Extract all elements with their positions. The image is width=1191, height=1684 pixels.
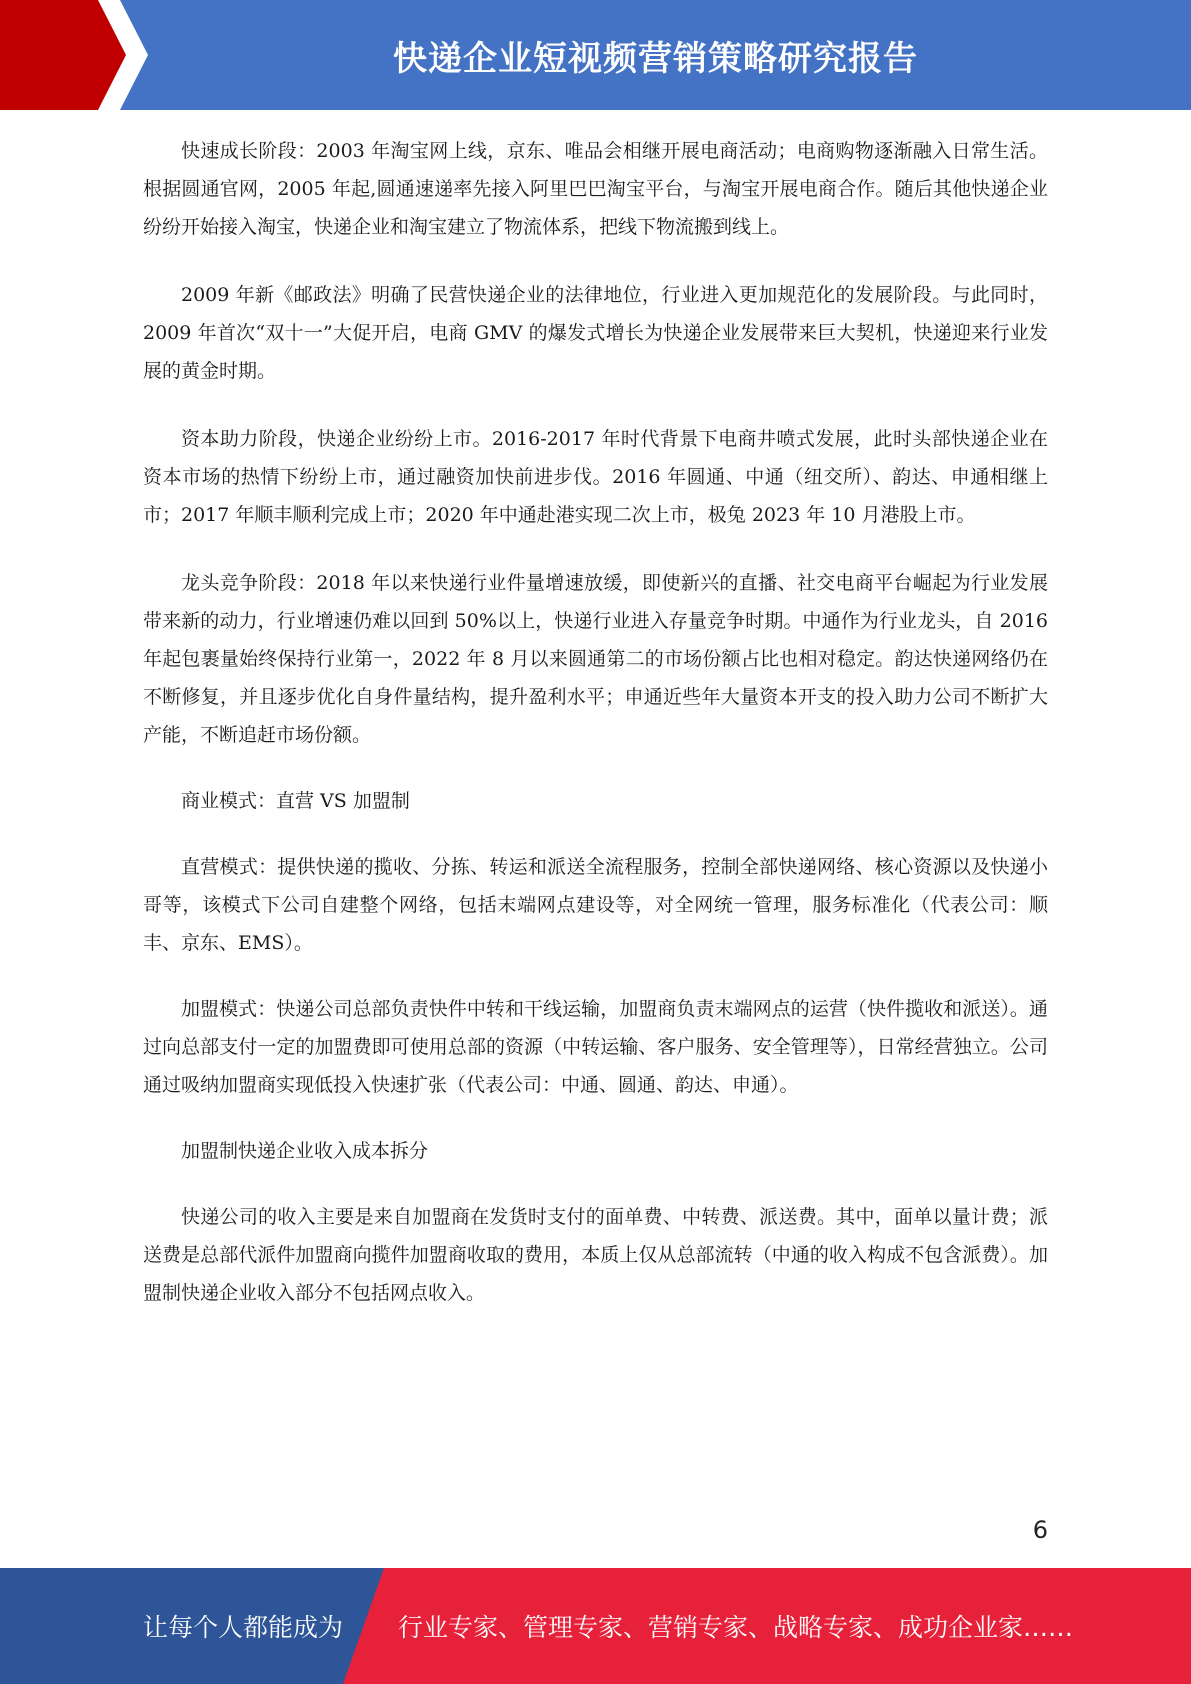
paragraph-direct-model: 直营模式：提供快递的揽收、分拣、转运和派送全流程服务，控制全部快递网络、核心资源以及快递小哥等，该模式下公司自建整个网络，包括末端网点建设等，对全网统一管理，服务标准化（代表公司：顺丰、京东、EMS）。	[143, 856, 1048, 954]
page-header	[0, 0, 1191, 110]
paragraph-franchise-model: 加盟模式：快递公司总部负责快件中转和干线运输，加盟商负责末端网点的运营（快件揽收和派送）。通过向总部支付一定的加盟费即可使用总部的资源（中转运输、客户服务、安全管理等），日常经营独立。公司通过吸纳加盟商实现低投入快速扩张（代表公司：中通、圆通、韵达、申通）。	[143, 998, 1048, 1096]
page-number: 6	[1032, 1516, 1048, 1544]
paragraph-revenue-sources: 快递公司的收入主要是来自加盟商在发货时支付的面单费、中转费、派送费。其中，面单以量计费；派送费是总部代派件加盟商向揽件加盟商收取的费用，本质上仅从总部流转（中通的收入构成不包含派费）。加盟制快递企业收入部分不包括网点收入。	[143, 1206, 1048, 1304]
heading-business-model: 商业模式：直营 VS 加盟制	[181, 790, 410, 812]
paragraph-leader-competition: 龙头竞争阶段：2018 年以来快递行业件量增速放缓，即使新兴的直播、社交电商平台崛起为行业发展带来新的动力，行业增速仍难以回到 50%以上，快递行业进入存量竞争时期。中通作为行业龙头，自 2016 年起包裹量始终保持行业第一，2022 年 8 月以来圆通第二的市场份额占比也相对稳定。韵达快递网络仍在不断修复，并且逐步优化自身件量结构，提升盈利水平；申通近些年大量资本开支的投入助力公司不断扩大产能，不断追赶市场份额。	[143, 572, 1048, 746]
paragraph-rapid-growth: 快速成长阶段：2003 年淘宝网上线，京东、唯品会相继开展电商活动；电商购物逐渐融入日常生活。根据圆通官网，2005 年起,圆通速递率先接入阿里巴巴淘宝平台，与淘宝开展电商合作。随后其他快递企业纷纷开始接入淘宝，快递企业和淘宝建立了物流体系，把线下物流搬到线上。	[143, 140, 1048, 238]
footer-slogan-left: 让每个人都能成为	[143, 1613, 344, 1642]
document-body	[143, 132, 1048, 1312]
report-title: 快递企业短视频营销策略研究报告	[393, 38, 918, 79]
paragraph-postal-law: 2009 年新《邮政法》明确了民营快递企业的法律地位，行业进入更加规范化的发展阶段。与此同时，2009 年首次“双十一”大促开启，电商 GMV 的爆发式增长为快递企业发展带来巨大契机，快递迎来行业发展的黄金时期。	[143, 284, 1048, 382]
footer-slogan-right: 行业专家、管理专家、营销专家、战略专家、成功企业家……	[398, 1613, 1074, 1642]
paragraph-capital-stage: 资本助力阶段，快递企业纷纷上市。2016-2017 年时代背景下电商井喷式发展，此时头部快递企业在资本市场的热情下纷纷上市，通过融资加快前进步伐。2016 年圆通、中通（纽交所）、韵达、申通相继上市；2017 年顺丰顺利完成上市；2020 年中通赴港实现二次上市，极兔 2023 年 10 月港股上市。	[143, 428, 1048, 526]
heading-revenue-cost: 加盟制快递企业收入成本拆分	[181, 1140, 429, 1162]
page-footer	[0, 1568, 1191, 1684]
